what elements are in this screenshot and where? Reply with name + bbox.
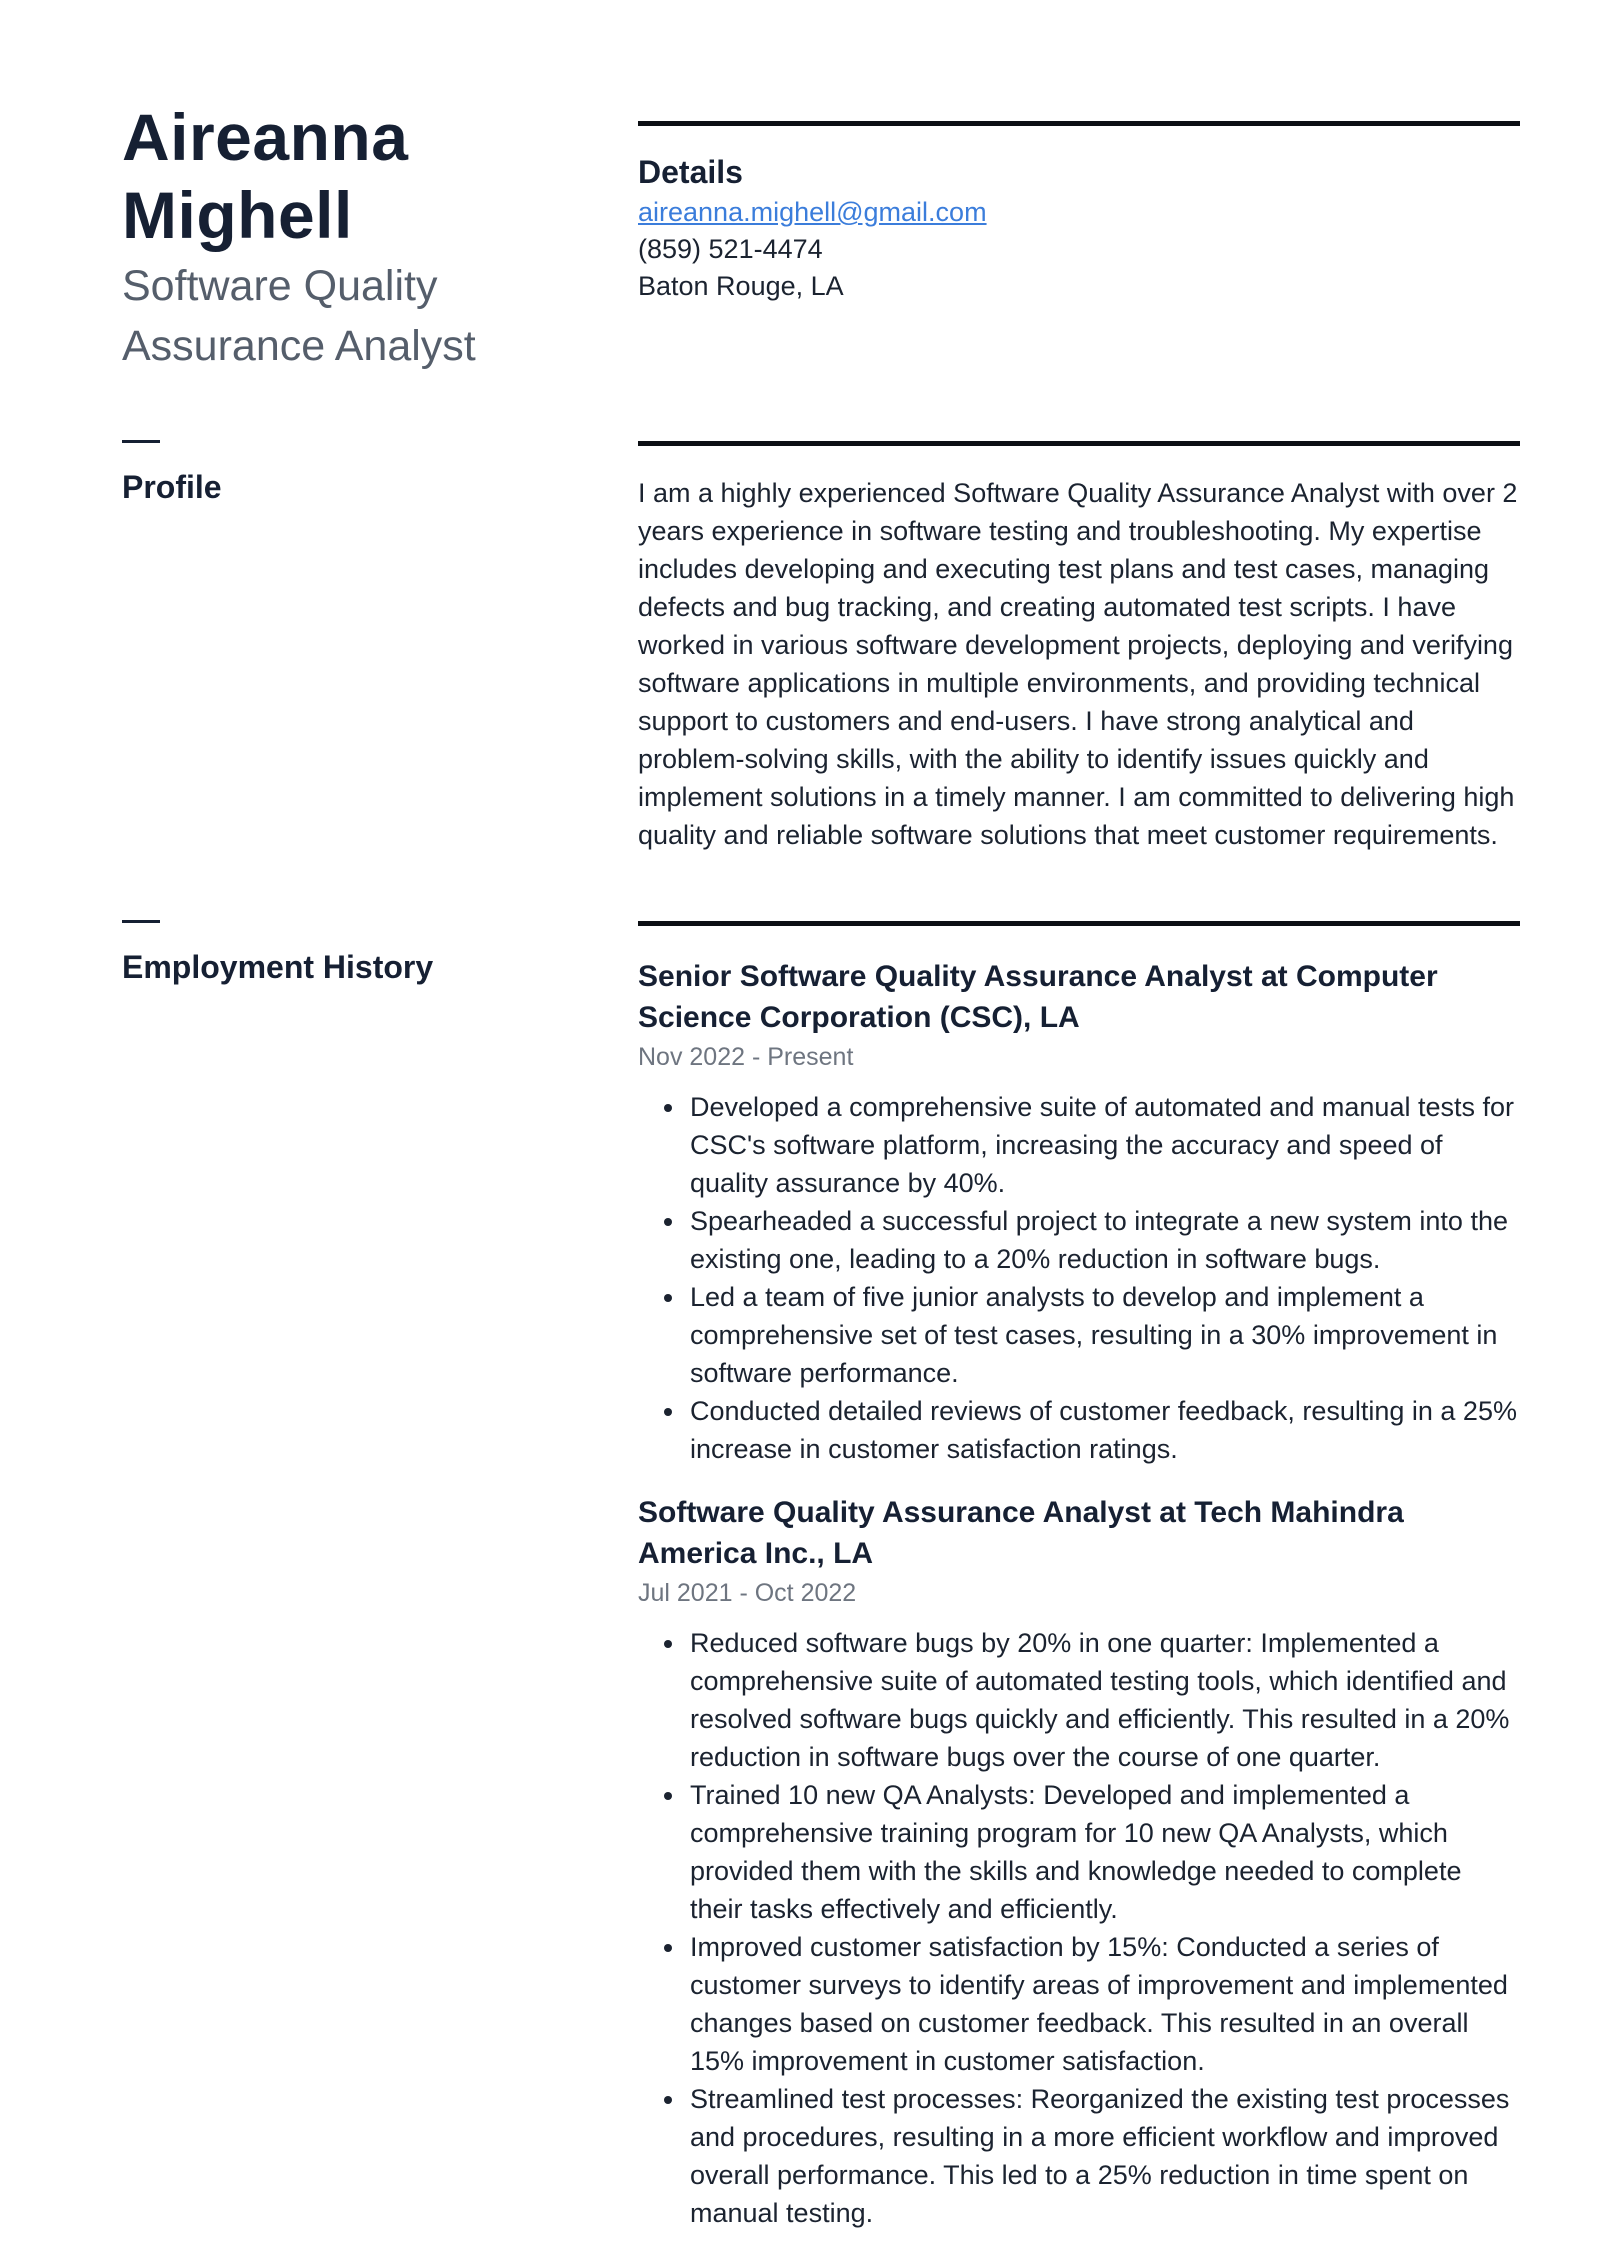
- employment-section: [638, 956, 1520, 2256]
- job-achievements: [638, 1088, 1520, 1468]
- achievement-item: Conducted detailed reviews of customer feedback, resulting in a 25% increase in customer satisfaction ratings.: [690, 1392, 1520, 1468]
- details-section: [638, 152, 1520, 305]
- job-dates: Jul 2021 - Oct 2022: [638, 1579, 857, 1607]
- achievement-item: Spearheaded a successful project to integrate a new system into the existing one, leading to a 20% reduction in software bugs.: [690, 1202, 1520, 1278]
- profile-divider: [638, 441, 1520, 446]
- phone-number: (859) 521-4474: [638, 234, 823, 264]
- achievement-item: Led a team of five junior analysts to develop and implement a comprehensive set of test cases, resulting in a 30% improvement in software performance.: [690, 1278, 1520, 1392]
- achievement-item: Streamlined test processes: Reorganized the existing test processes and procedures, resulting in a more efficient workflow and improved overall performance. This led to a 25% reduction in time spent on manual testing.: [690, 2080, 1520, 2232]
- job-entry: [638, 956, 1520, 1468]
- profile-section: [638, 474, 1520, 854]
- location: Baton Rouge, LA: [638, 271, 844, 301]
- achievement-item: Improved customer satisfaction by 15%: Conducted a series of customer surveys to identify areas of improvement and implemented changes based on customer feedback. This resulted in an overall 15% improvement in customer satisfaction.: [690, 1928, 1520, 2080]
- profile-heading: Profile: [122, 469, 222, 505]
- candidate-job-title: Software Quality Assurance Analyst: [122, 262, 476, 370]
- profile-dash: [122, 440, 160, 443]
- employment-heading: Employment History: [122, 949, 434, 985]
- email-link[interactable]: aireanna.mighell@gmail.com: [638, 197, 987, 227]
- details-heading: Details: [638, 154, 743, 190]
- job-dates: Nov 2022 - Present: [638, 1043, 854, 1071]
- employment-dash: [122, 920, 160, 923]
- candidate-name: Aireanna Mighell: [122, 100, 409, 252]
- employment-divider: [638, 921, 1520, 926]
- job-title: Senior Software Quality Assurance Analyst at Computer Science Corporation (CSC), LA: [638, 960, 1438, 1034]
- achievement-item: Reduced software bugs by 20% in one quarter: Implemented a comprehensive suite of automated testing tools, which identified and resolved software bugs quickly and efficiently. This resulted in a 20% reduction in software bugs over the course of one quarter.: [690, 1624, 1520, 1776]
- achievement-item: Developed a comprehensive suite of automated and manual tests for CSC's software platform, increasing the accuracy and speed of quality assurance by 40%.: [690, 1088, 1520, 1202]
- job-achievements: [638, 1624, 1520, 2232]
- job-title: Software Quality Assurance Analyst at Tech Mahindra America Inc., LA: [638, 1496, 1404, 1570]
- achievement-item: Trained 10 new QA Analysts: Developed and implemented a comprehensive training program for 10 new QA Analysts, which provided them with the skills and knowledge needed to complete their tasks effectively and efficiently.: [690, 1776, 1520, 1928]
- details-divider: [638, 121, 1520, 126]
- job-entry: [638, 1492, 1520, 2232]
- profile-text: I am a highly experienced Software Quality Assurance Analyst with over 2 years experience in software testing and troubleshooting. My expertise includes developing and executing test plans and test cases, managing defects and bug tracking, and creating automated test scripts. I have worked in various software development projects, deploying and verifying software applications in multiple environments, and providing technical support to customers and end-users. I have strong analytical and problem-solving skills, with the ability to identify issues quickly and implement solutions in a timely manner. I am committed to delivering high quality and reliable software solutions that meet customer requirements.: [638, 478, 1518, 850]
